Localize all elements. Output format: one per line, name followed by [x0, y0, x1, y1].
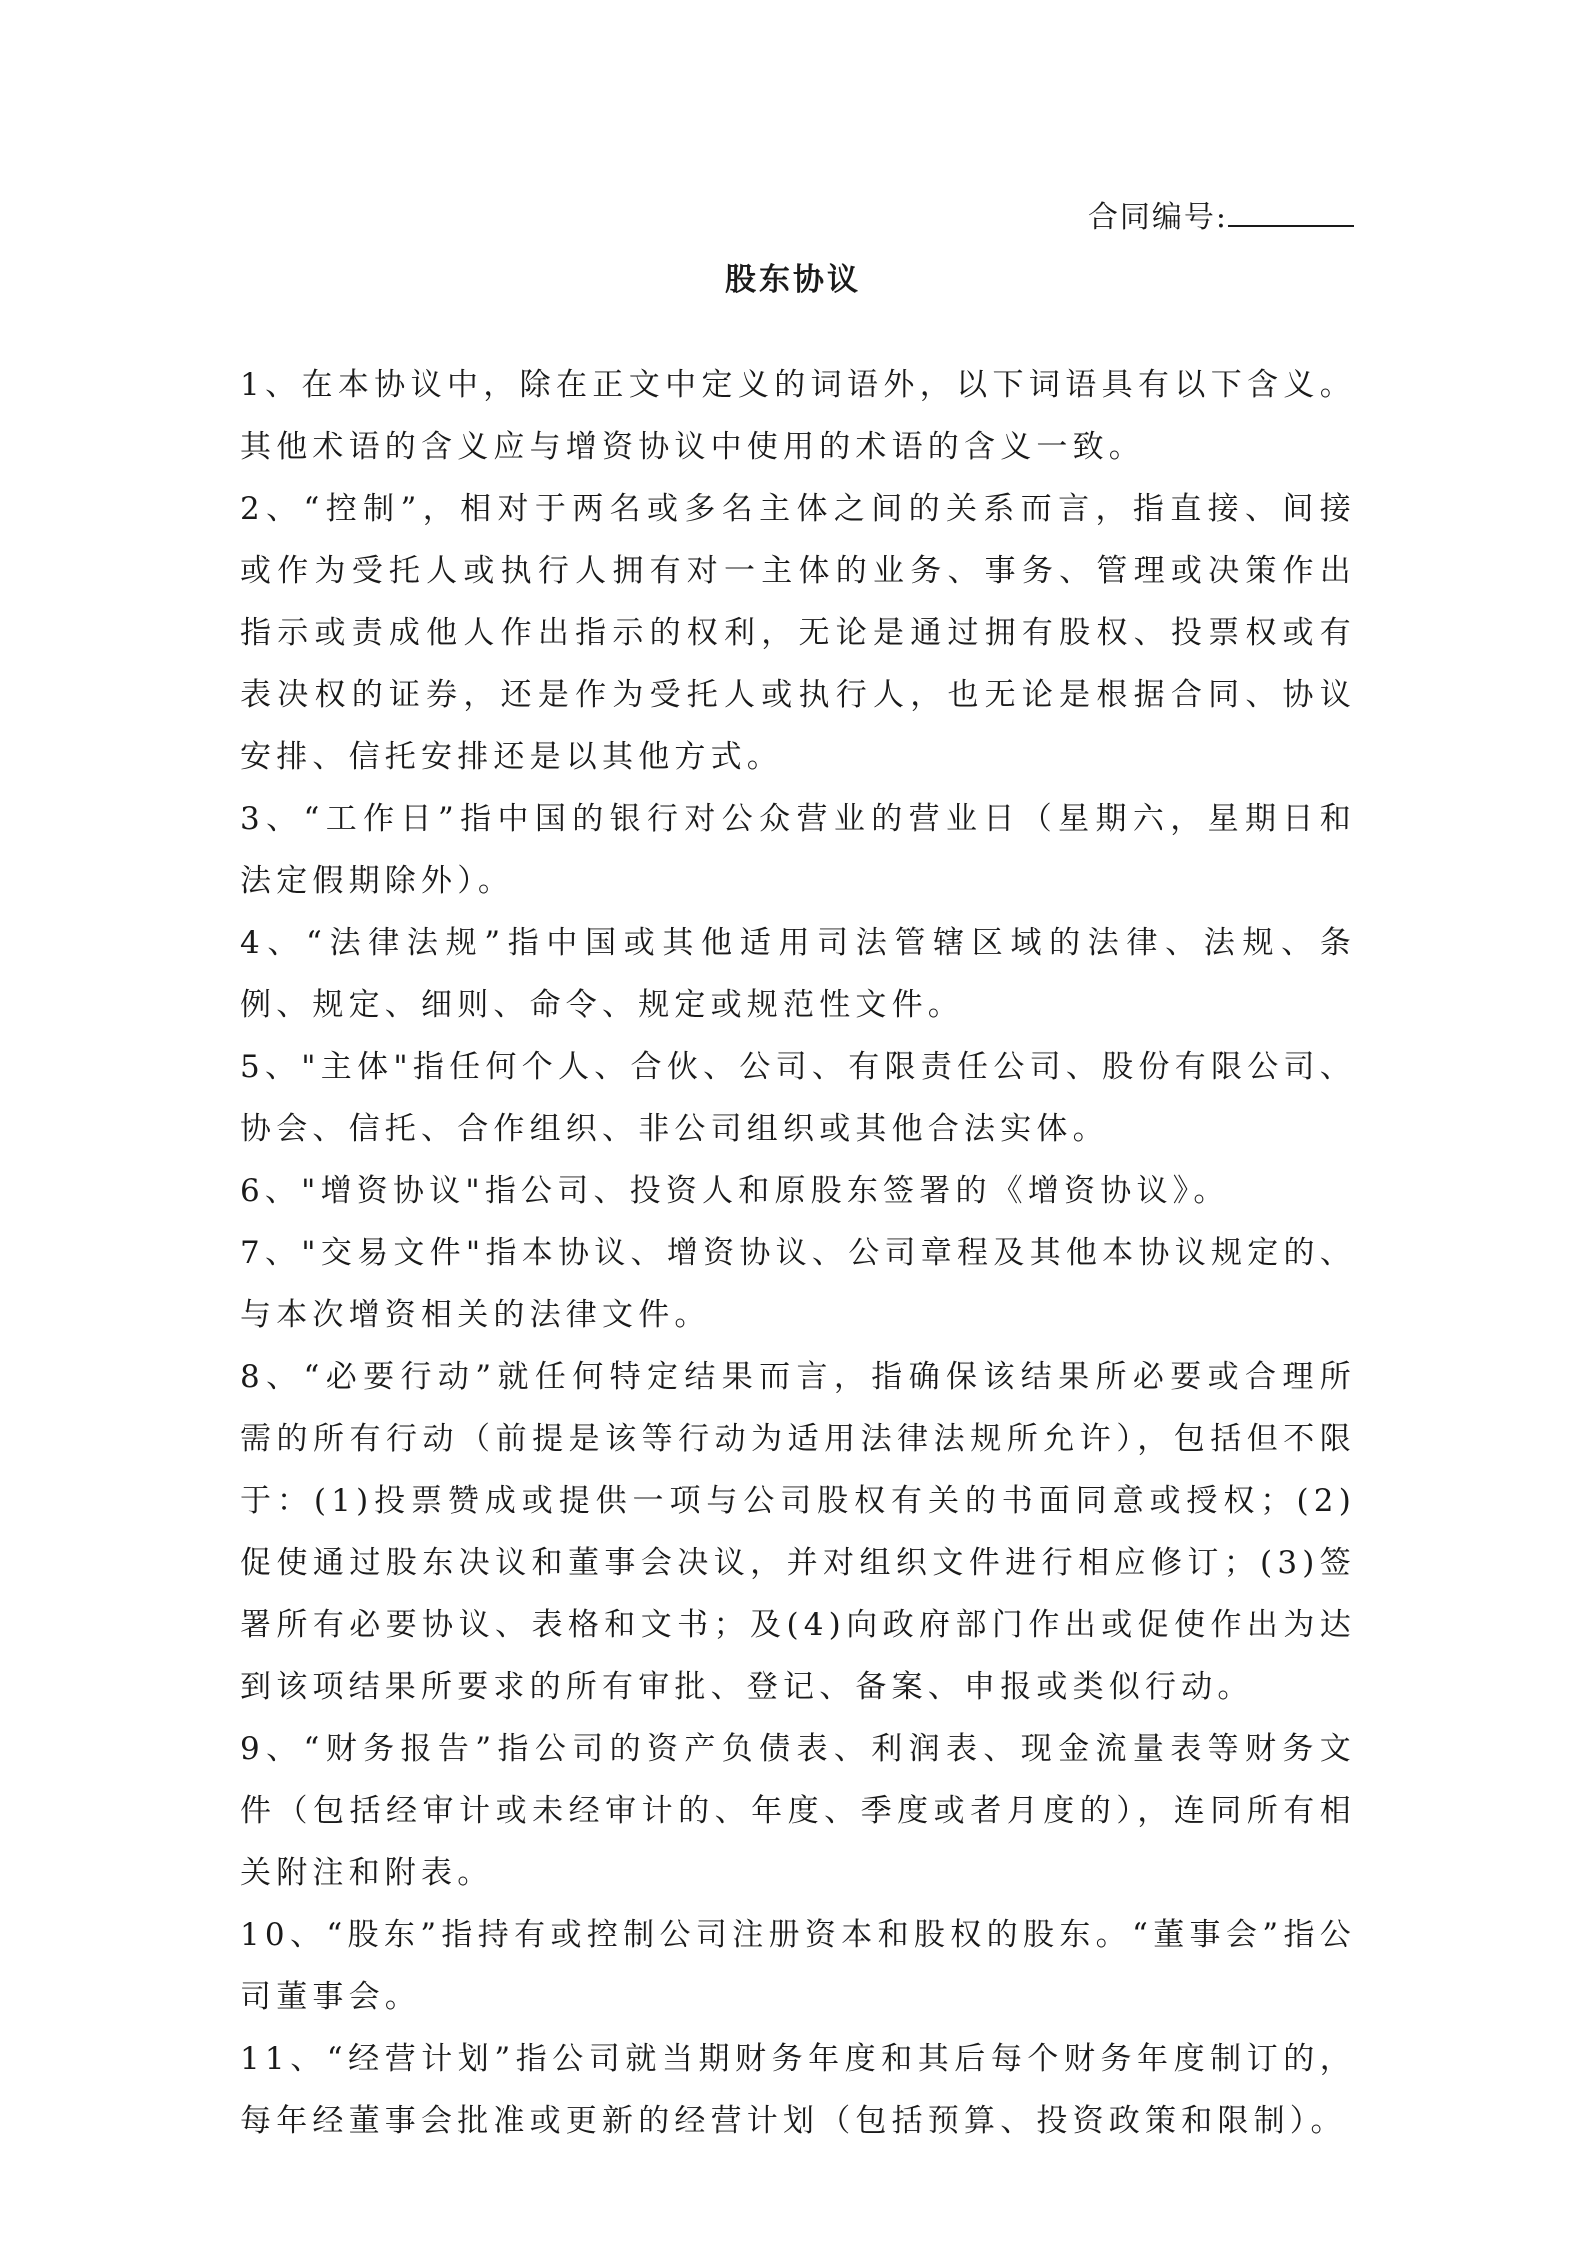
clause-5: 5、"主体"指任何个人、合伙、公司、有限责任公司、股份有限公司、协会、信托、合作组织、非公司组织或其他合法实体。	[240, 1049, 1356, 1147]
document-title: 股东协议	[725, 262, 861, 298]
clause-7: 7、"交易文件"指本协议、增资协议、公司章程及其他本协议规定的、与本次增资相关的法律文件。	[240, 1235, 1356, 1333]
contract-number-blank	[1228, 199, 1354, 227]
contract-number-label: 合同编号:	[1087, 200, 1228, 235]
clause-4: 4、“法律法规”指中国或其他适用司法管辖区域的法律、法规、条例、规定、细则、命令、规定或规范性文件。	[240, 925, 1356, 1023]
clause-3: 3、“工作日”指中国的银行对公众营业的营业日（星期六，星期日和法定假期除外）。	[240, 801, 1356, 899]
clause-1: 1、在本协议中，除在正文中定义的词语外，以下词语具有以下含义。其他术语的含义应与增资协议中使用的术语的含义一致。	[240, 367, 1356, 465]
contract-number	[1088, 192, 1354, 236]
clause-6: 6、"增资协议"指公司、投资人和原股东签署的《增资协议》。	[240, 1173, 1230, 1209]
clause-9: 9、“财务报告”指公司的资产负债表、利润表、现金流量表等财务文件（包括经审计或未经审计的、年度、季度或者月度的），连同所有相关附注和附表。	[240, 1731, 1356, 1891]
clause-8: 8、“必要行动”就任何特定结果而言，指确保该结果所必要或合理所需的所有行动（前提是该等行动为适用法律法规所允许），包括但不限于：(1)投票赞成或提供一项与公司股权有关的书面同意或授权；(2)促使通过股东决议和董事会决议，并对组织文件进行相应修订；(3)签署所有必要协议、表格和文书；及(4)向政府部门作出或促使作出为达到该项结果所要求的所有审批、登记、备案、申报或类似行动。	[240, 1359, 1356, 1705]
clause-11: 11、“经营计划”指公司就当期财务年度和其后每个财务年度制订的，每年经董事会批准或更新的经营计划（包括预算、投资政策和限制）。	[240, 2041, 1356, 2139]
document-body	[240, 354, 1356, 2152]
clause-10: 10、“股东”指持有或控制公司注册资本和股权的股东。“董事会”指公司董事会。	[240, 1917, 1356, 2015]
clause-2: 2、“控制”，相对于两名或多名主体之间的关系而言，指直接、间接或作为受托人或执行人拥有对一主体的业务、事务、管理或决策作出指示或责成他人作出指示的权利，无论是通过拥有股权、投票权或有表决权的证券，还是作为受托人或执行人，也无论是根据合同、协议安排、信托安排还是以其他方式。	[240, 491, 1356, 775]
